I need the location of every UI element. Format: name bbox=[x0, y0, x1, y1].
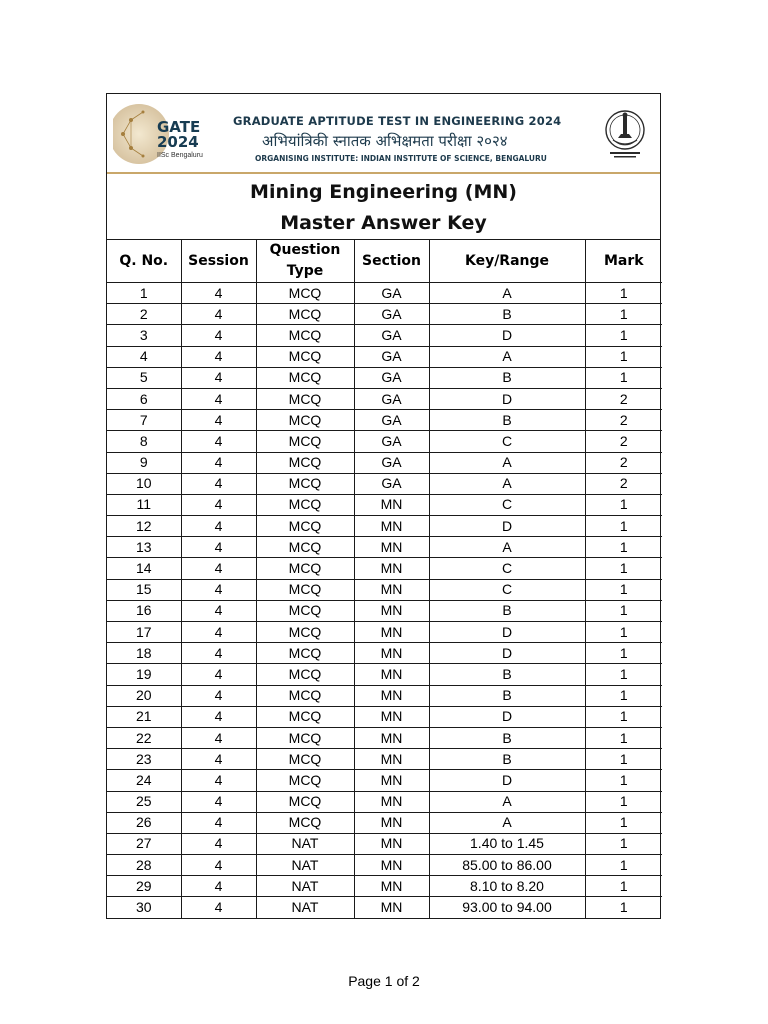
cell-session: 4 bbox=[181, 558, 256, 579]
cell-mark: 1 bbox=[585, 346, 662, 367]
cell-key-range: A bbox=[429, 473, 585, 494]
cell-session: 4 bbox=[181, 685, 256, 706]
cell-session: 4 bbox=[181, 897, 256, 918]
gate-logo-institute: IISc Bengaluru bbox=[157, 152, 203, 159]
cell-qno: 16 bbox=[107, 600, 181, 621]
table-row bbox=[107, 494, 662, 515]
table-row bbox=[107, 431, 662, 452]
cell-qno: 2 bbox=[107, 304, 181, 325]
cell-session: 4 bbox=[181, 664, 256, 685]
cell-section: MN bbox=[354, 600, 429, 621]
cell-section: MN bbox=[354, 706, 429, 727]
cell-mark: 1 bbox=[585, 833, 662, 854]
cell-session: 4 bbox=[181, 622, 256, 643]
cell-session: 4 bbox=[181, 749, 256, 770]
cell-qno: 27 bbox=[107, 833, 181, 854]
organising-institute: ORGANISING INSTITUTE: INDIAN INSTITUTE OF SCIENCE, BENGALURU bbox=[255, 154, 547, 163]
table-row bbox=[107, 516, 662, 537]
cell-section: MN bbox=[354, 833, 429, 854]
cell-qno: 29 bbox=[107, 876, 181, 897]
cell-mark: 2 bbox=[585, 388, 662, 409]
table-row bbox=[107, 664, 662, 685]
cell-qno: 23 bbox=[107, 749, 181, 770]
cell-mark: 1 bbox=[585, 579, 662, 600]
table-row bbox=[107, 473, 662, 494]
cell-mark: 2 bbox=[585, 452, 662, 473]
cell-question-type: MCQ bbox=[256, 452, 354, 473]
cell-question-type: MCQ bbox=[256, 579, 354, 600]
cell-key-range: C bbox=[429, 494, 585, 515]
cell-mark: 1 bbox=[585, 600, 662, 621]
cell-mark: 1 bbox=[585, 516, 662, 537]
document-subtitle: Master Answer Key bbox=[280, 212, 487, 234]
cell-qno: 22 bbox=[107, 727, 181, 748]
table-row bbox=[107, 283, 662, 304]
gate-logo-word: GATE bbox=[157, 118, 201, 136]
cell-qno: 7 bbox=[107, 410, 181, 431]
table-row bbox=[107, 304, 662, 325]
cell-key-range: D bbox=[429, 388, 585, 409]
cell-mark: 1 bbox=[585, 367, 662, 388]
cell-section: MN bbox=[354, 812, 429, 833]
cell-section: MN bbox=[354, 855, 429, 876]
cell-qno: 15 bbox=[107, 579, 181, 600]
cell-key-range: D bbox=[429, 622, 585, 643]
document-titles bbox=[107, 174, 660, 240]
cell-qno: 19 bbox=[107, 664, 181, 685]
cell-session: 4 bbox=[181, 516, 256, 537]
cell-mark: 2 bbox=[585, 431, 662, 452]
table-row bbox=[107, 537, 662, 558]
column-header-mark: Mark bbox=[585, 240, 662, 283]
cell-session: 4 bbox=[181, 537, 256, 558]
cell-key-range: A bbox=[429, 537, 585, 558]
table-row bbox=[107, 410, 662, 431]
cell-question-type: MCQ bbox=[256, 494, 354, 515]
cell-key-range: C bbox=[429, 558, 585, 579]
cell-qno: 8 bbox=[107, 431, 181, 452]
cell-qno: 18 bbox=[107, 643, 181, 664]
cell-mark: 1 bbox=[585, 812, 662, 833]
cell-section: MN bbox=[354, 791, 429, 812]
cell-key-range: 1.40 to 1.45 bbox=[429, 833, 585, 854]
gate-logo-year: 2024 bbox=[157, 133, 199, 151]
gate-logo bbox=[113, 98, 209, 170]
cell-key-range: A bbox=[429, 812, 585, 833]
cell-key-range: B bbox=[429, 727, 585, 748]
cell-question-type: MCQ bbox=[256, 558, 354, 579]
cell-section: MN bbox=[354, 622, 429, 643]
column-header-session: Session bbox=[181, 240, 256, 283]
table-row bbox=[107, 579, 662, 600]
cell-section: MN bbox=[354, 664, 429, 685]
cell-qno: 14 bbox=[107, 558, 181, 579]
cell-mark: 1 bbox=[585, 749, 662, 770]
cell-key-range: B bbox=[429, 664, 585, 685]
table-row bbox=[107, 876, 662, 897]
cell-mark: 1 bbox=[585, 685, 662, 706]
cell-mark: 1 bbox=[585, 283, 662, 304]
cell-question-type: MCQ bbox=[256, 727, 354, 748]
cell-question-type: MCQ bbox=[256, 473, 354, 494]
table-row bbox=[107, 643, 662, 664]
cell-qno: 11 bbox=[107, 494, 181, 515]
column-header-question-type: Question Type bbox=[256, 240, 354, 283]
cell-qno: 30 bbox=[107, 897, 181, 918]
cell-section: MN bbox=[354, 537, 429, 558]
table-row bbox=[107, 855, 662, 876]
cell-qno: 17 bbox=[107, 622, 181, 643]
cell-key-range: B bbox=[429, 600, 585, 621]
cell-key-range: D bbox=[429, 770, 585, 791]
cell-session: 4 bbox=[181, 600, 256, 621]
cell-session: 4 bbox=[181, 388, 256, 409]
table-row bbox=[107, 727, 662, 748]
cell-question-type: MCQ bbox=[256, 431, 354, 452]
cell-question-type: MCQ bbox=[256, 685, 354, 706]
cell-section: GA bbox=[354, 431, 429, 452]
cell-key-range: D bbox=[429, 706, 585, 727]
cell-section: GA bbox=[354, 410, 429, 431]
cell-section: GA bbox=[354, 325, 429, 346]
cell-question-type: MCQ bbox=[256, 791, 354, 812]
cell-qno: 5 bbox=[107, 367, 181, 388]
cell-section: MN bbox=[354, 727, 429, 748]
cell-section: MN bbox=[354, 897, 429, 918]
cell-session: 4 bbox=[181, 346, 256, 367]
cell-session: 4 bbox=[181, 812, 256, 833]
cell-question-type: MCQ bbox=[256, 664, 354, 685]
cell-mark: 1 bbox=[585, 664, 662, 685]
cell-qno: 12 bbox=[107, 516, 181, 537]
cell-session: 4 bbox=[181, 431, 256, 452]
cell-session: 4 bbox=[181, 727, 256, 748]
cell-qno: 25 bbox=[107, 791, 181, 812]
cell-qno: 10 bbox=[107, 473, 181, 494]
cell-section: MN bbox=[354, 749, 429, 770]
cell-question-type: MCQ bbox=[256, 749, 354, 770]
cell-key-range: B bbox=[429, 367, 585, 388]
cell-section: MN bbox=[354, 558, 429, 579]
answer-key-table bbox=[107, 240, 662, 918]
cell-key-range: 8.10 to 8.20 bbox=[429, 876, 585, 897]
cell-session: 4 bbox=[181, 876, 256, 897]
cell-session: 4 bbox=[181, 304, 256, 325]
cell-mark: 2 bbox=[585, 473, 662, 494]
cell-question-type: MCQ bbox=[256, 706, 354, 727]
cell-mark: 1 bbox=[585, 558, 662, 579]
cell-question-type: MCQ bbox=[256, 325, 354, 346]
table-row bbox=[107, 346, 662, 367]
cell-session: 4 bbox=[181, 494, 256, 515]
cell-qno: 20 bbox=[107, 685, 181, 706]
table-row bbox=[107, 452, 662, 473]
table-row bbox=[107, 812, 662, 833]
cell-section: GA bbox=[354, 367, 429, 388]
cell-question-type: MCQ bbox=[256, 812, 354, 833]
cell-mark: 1 bbox=[585, 537, 662, 558]
cell-key-range: B bbox=[429, 749, 585, 770]
table-row bbox=[107, 622, 662, 643]
cell-mark: 1 bbox=[585, 770, 662, 791]
exam-title-hindi: अभियांत्रिकी स्नातक अभिक्षमता परीक्षा २०२४ bbox=[262, 132, 508, 150]
table-row bbox=[107, 388, 662, 409]
cell-question-type: NAT bbox=[256, 876, 354, 897]
cell-mark: 1 bbox=[585, 727, 662, 748]
cell-qno: 9 bbox=[107, 452, 181, 473]
table-row bbox=[107, 770, 662, 791]
cell-section: GA bbox=[354, 473, 429, 494]
cell-session: 4 bbox=[181, 791, 256, 812]
cell-session: 4 bbox=[181, 452, 256, 473]
cell-question-type: MCQ bbox=[256, 410, 354, 431]
cell-mark: 1 bbox=[585, 622, 662, 643]
cell-section: MN bbox=[354, 494, 429, 515]
table-header-row bbox=[107, 240, 662, 283]
cell-qno: 6 bbox=[107, 388, 181, 409]
cell-mark: 1 bbox=[585, 325, 662, 346]
iisc-emblem-icon bbox=[596, 104, 654, 162]
table-row bbox=[107, 791, 662, 812]
cell-mark: 2 bbox=[585, 410, 662, 431]
table-body bbox=[107, 283, 662, 918]
column-header-key-range: Key/Range bbox=[429, 240, 585, 283]
table-row bbox=[107, 897, 662, 918]
cell-mark: 1 bbox=[585, 643, 662, 664]
header-banner bbox=[107, 94, 660, 174]
cell-section: MN bbox=[354, 770, 429, 791]
cell-qno: 28 bbox=[107, 855, 181, 876]
cell-section: GA bbox=[354, 283, 429, 304]
cell-section: MN bbox=[354, 516, 429, 537]
cell-mark: 1 bbox=[585, 855, 662, 876]
cell-qno: 21 bbox=[107, 706, 181, 727]
cell-session: 4 bbox=[181, 283, 256, 304]
cell-section: GA bbox=[354, 346, 429, 367]
cell-qno: 24 bbox=[107, 770, 181, 791]
cell-section: MN bbox=[354, 685, 429, 706]
cell-session: 4 bbox=[181, 325, 256, 346]
cell-question-type: NAT bbox=[256, 897, 354, 918]
cell-key-range: 85.00 to 86.00 bbox=[429, 855, 585, 876]
table-row bbox=[107, 325, 662, 346]
cell-key-range: A bbox=[429, 452, 585, 473]
table-row bbox=[107, 600, 662, 621]
column-header-section: Section bbox=[354, 240, 429, 283]
cell-question-type: MCQ bbox=[256, 388, 354, 409]
cell-qno: 1 bbox=[107, 283, 181, 304]
column-header-qno: Q. No. bbox=[107, 240, 181, 283]
cell-question-type: NAT bbox=[256, 833, 354, 854]
cell-qno: 26 bbox=[107, 812, 181, 833]
cell-question-type: NAT bbox=[256, 855, 354, 876]
cell-key-range: D bbox=[429, 643, 585, 664]
table-row bbox=[107, 749, 662, 770]
cell-section: MN bbox=[354, 876, 429, 897]
table-row bbox=[107, 706, 662, 727]
cell-key-range: B bbox=[429, 410, 585, 431]
cell-session: 4 bbox=[181, 367, 256, 388]
table-row bbox=[107, 367, 662, 388]
cell-question-type: MCQ bbox=[256, 283, 354, 304]
page-number: Page 1 of 2 bbox=[348, 973, 420, 989]
cell-session: 4 bbox=[181, 579, 256, 600]
table-row bbox=[107, 685, 662, 706]
cell-question-type: MCQ bbox=[256, 770, 354, 791]
cell-session: 4 bbox=[181, 473, 256, 494]
cell-mark: 1 bbox=[585, 706, 662, 727]
cell-key-range: D bbox=[429, 516, 585, 537]
cell-key-range: A bbox=[429, 791, 585, 812]
cell-section: MN bbox=[354, 643, 429, 664]
cell-key-range: A bbox=[429, 346, 585, 367]
cell-question-type: MCQ bbox=[256, 643, 354, 664]
cell-qno: 3 bbox=[107, 325, 181, 346]
cell-key-range: D bbox=[429, 325, 585, 346]
cell-session: 4 bbox=[181, 643, 256, 664]
cell-section: GA bbox=[354, 388, 429, 409]
cell-session: 4 bbox=[181, 706, 256, 727]
table-row bbox=[107, 558, 662, 579]
cell-mark: 1 bbox=[585, 304, 662, 325]
cell-mark: 1 bbox=[585, 897, 662, 918]
answer-key-sheet bbox=[106, 93, 661, 919]
cell-question-type: MCQ bbox=[256, 367, 354, 388]
cell-key-range: C bbox=[429, 431, 585, 452]
cell-question-type: MCQ bbox=[256, 346, 354, 367]
cell-question-type: MCQ bbox=[256, 622, 354, 643]
cell-session: 4 bbox=[181, 770, 256, 791]
exam-title: GRADUATE APTITUDE TEST IN ENGINEERING 2024 bbox=[233, 114, 562, 128]
cell-session: 4 bbox=[181, 855, 256, 876]
cell-section: MN bbox=[354, 579, 429, 600]
cell-key-range: A bbox=[429, 283, 585, 304]
cell-key-range: B bbox=[429, 304, 585, 325]
table-row bbox=[107, 833, 662, 854]
cell-question-type: MCQ bbox=[256, 600, 354, 621]
cell-session: 4 bbox=[181, 833, 256, 854]
cell-key-range: B bbox=[429, 685, 585, 706]
cell-mark: 1 bbox=[585, 791, 662, 812]
cell-question-type: MCQ bbox=[256, 537, 354, 558]
cell-session: 4 bbox=[181, 410, 256, 431]
cell-key-range: 93.00 to 94.00 bbox=[429, 897, 585, 918]
cell-question-type: MCQ bbox=[256, 304, 354, 325]
document-title: Mining Engineering (MN) bbox=[250, 181, 517, 203]
cell-mark: 1 bbox=[585, 494, 662, 515]
cell-key-range: C bbox=[429, 579, 585, 600]
cell-qno: 13 bbox=[107, 537, 181, 558]
cell-mark: 1 bbox=[585, 876, 662, 897]
cell-question-type: MCQ bbox=[256, 516, 354, 537]
cell-qno: 4 bbox=[107, 346, 181, 367]
cell-section: GA bbox=[354, 452, 429, 473]
cell-section: GA bbox=[354, 304, 429, 325]
